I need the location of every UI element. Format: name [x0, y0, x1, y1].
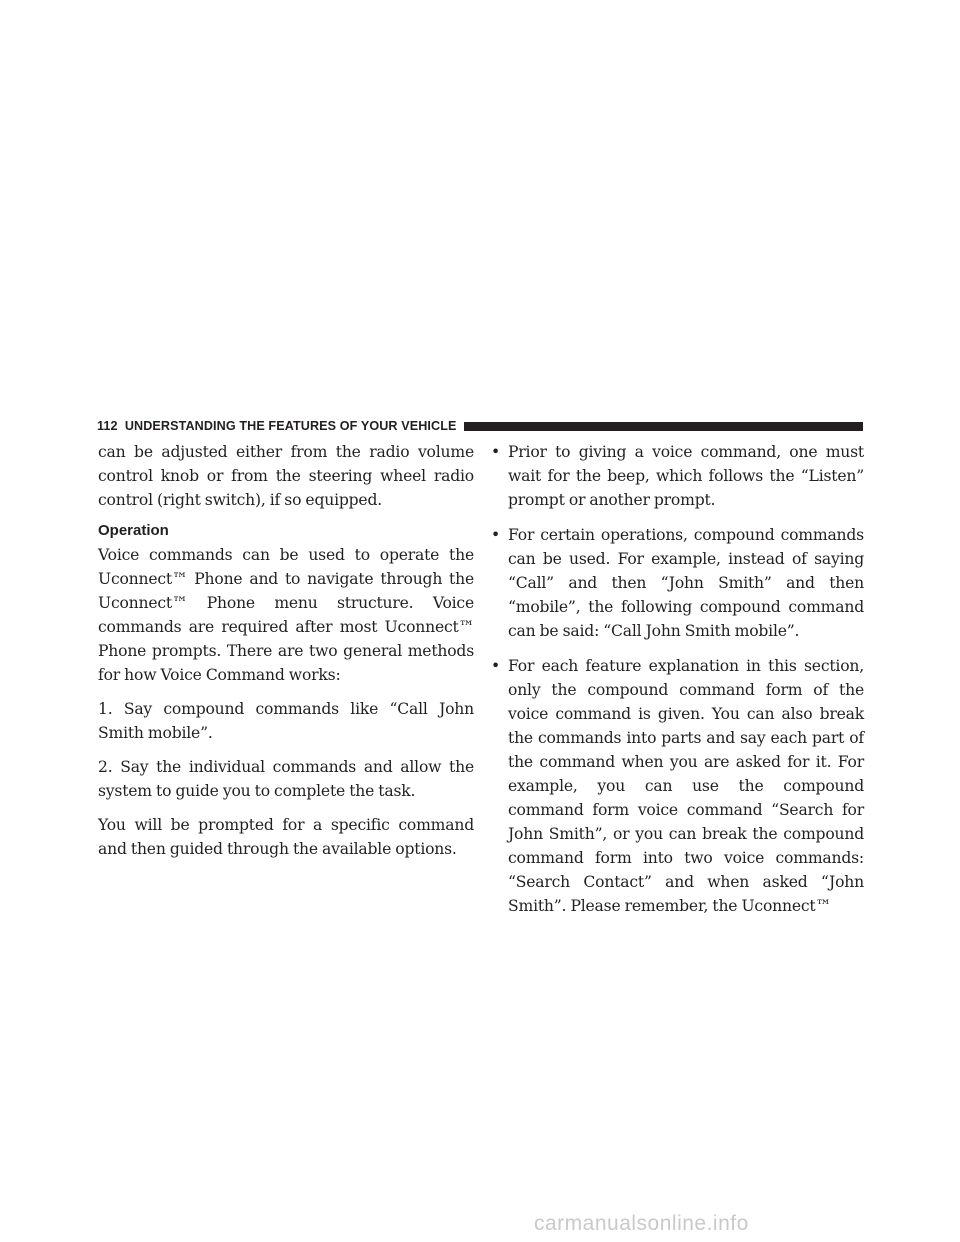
- bullet-icon: •: [491, 526, 501, 544]
- operation-paragraph: Voice commands can be used to operate the Uconnect™ Phone and to navigate through the Uconnect™ Phone menu structure. Voice commands are required after most Uconnect™ Phone prompts. There are two general methods for how Voice Command works:: [98, 546, 474, 684]
- step-1: 1. Say compound commands like “Call John Smith mobile”.: [98, 700, 474, 742]
- bullet-text: For certain operations, compound commands can be used. For example, instead of saying “Call” and then “John Smith” and then “mobile”, the following compound command can be said: “Call John Smith mobile”.: [508, 526, 864, 640]
- prompt-paragraph: You will be prompted for a specific command and then guided through the available options.: [98, 816, 474, 858]
- watermark: carmanualsonline.info: [534, 1212, 749, 1235]
- section-heading: Operation: [98, 522, 169, 539]
- bullet-icon: •: [491, 657, 501, 675]
- bullet-text: Prior to giving a voice command, one must wait for the beep, which follows the “Listen” prompt or another prompt.: [508, 443, 864, 509]
- step-2: 2. Say the individual commands and allow the system to guide you to complete the task.: [98, 758, 474, 800]
- bullet-item: [491, 440, 864, 512]
- intro-paragraph: can be adjusted either from the radio volume control knob or from the steering wheel radio control (right switch), if so equipped.: [98, 443, 474, 509]
- header-label: [97, 419, 464, 433]
- page-header: [97, 416, 863, 436]
- bullet-item: [491, 654, 864, 918]
- page-number: 112: [97, 419, 118, 433]
- right-column: [491, 440, 864, 929]
- bullet-icon: •: [491, 443, 501, 461]
- bullet-text: For each feature explanation in this section, only the compound command form of the voice command is given. You can also break the commands into parts and say each part of the command when you are asked for it. For example, you can use the compound command form voice command “Search for John Smith”, or you can break the compound command form into two voice commands: “Search Contact” and when asked “John Smith”. Please remember, the Uconnect™: [508, 657, 864, 915]
- header-rule: [464, 422, 863, 431]
- left-column: [98, 440, 474, 861]
- section-title: UNDERSTANDING THE FEATURES OF YOUR VEHICLE: [124, 419, 457, 433]
- bullet-item: [491, 523, 864, 643]
